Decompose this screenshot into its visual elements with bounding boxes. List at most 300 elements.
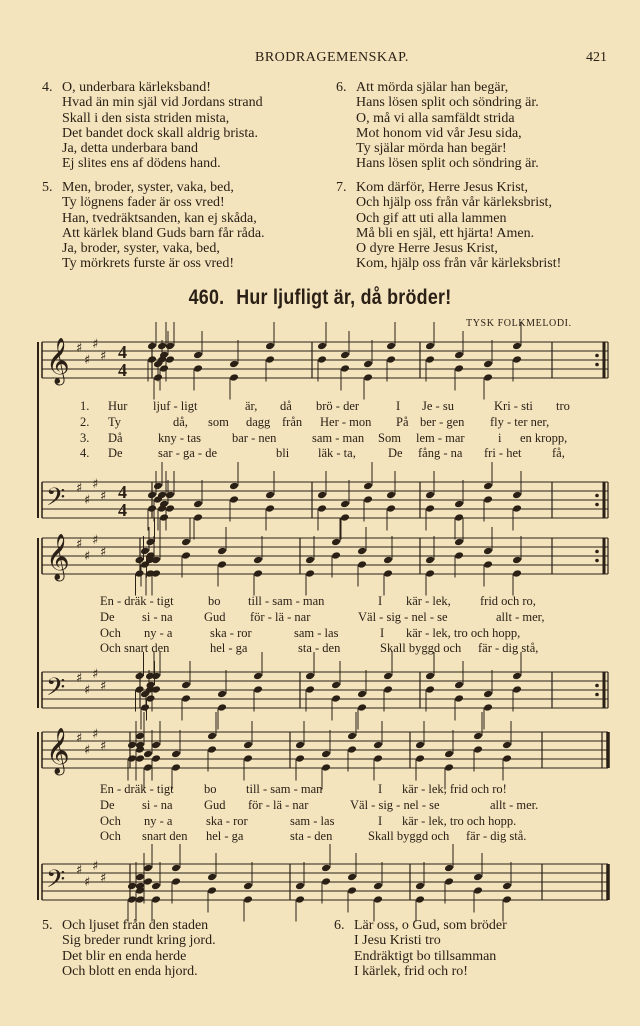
lyric-line — [80, 415, 620, 431]
note-head — [317, 342, 327, 351]
note-head — [444, 763, 454, 772]
lyric-syllable: tro — [556, 399, 570, 413]
verse-line: Lär oss, o Gud, som bröder — [354, 918, 507, 933]
note-head — [147, 504, 157, 513]
sharp-icon: ♯ — [92, 859, 99, 874]
note-head — [171, 750, 181, 759]
lyric-syllable: då — [280, 399, 292, 413]
lyric-syllable: ny - a — [144, 625, 173, 640]
note-head — [243, 895, 253, 904]
time-signature: 4 — [118, 360, 127, 380]
lyric-syllable: bo — [208, 594, 221, 608]
note-head — [383, 556, 393, 565]
lyric-syllable: Och snart den — [100, 641, 170, 656]
verse-line: O dyre Herre Jesus Krist, — [356, 241, 498, 257]
stanza-number: 1. — [80, 399, 90, 413]
lyric-line — [100, 814, 620, 830]
note-head — [217, 547, 227, 556]
note-head — [357, 560, 367, 569]
lyric-line — [100, 829, 620, 845]
lyric-syllable: I — [380, 625, 385, 640]
lyric-syllable: lem - mar — [416, 430, 465, 445]
note-head — [135, 672, 145, 681]
sharp-icon: ♯ — [92, 727, 99, 742]
sharp-icon: ♯ — [84, 353, 91, 368]
lyric-syllable: allt - mer. — [490, 797, 539, 812]
note-head — [454, 694, 464, 703]
note-head — [347, 745, 357, 754]
note-head — [425, 569, 435, 578]
note-head — [143, 763, 153, 772]
lyric-line — [80, 431, 620, 447]
lyric-syllable: till - sam - man — [248, 594, 325, 608]
note-head — [502, 895, 512, 904]
note-head — [383, 569, 393, 578]
sharp-icon: ♯ — [100, 739, 107, 754]
note-head — [357, 547, 367, 556]
note-head — [331, 681, 341, 690]
lyric-line — [100, 594, 620, 610]
lyric-syllable: Väl - sig - nel - se — [358, 609, 448, 624]
note-head — [181, 694, 191, 703]
note-head — [147, 342, 157, 351]
sharp-icon: ♯ — [84, 743, 91, 758]
verse-6-bottom — [334, 918, 507, 979]
note-head — [217, 703, 227, 712]
lyric-syllable: Her - mon — [320, 414, 372, 429]
note-head — [127, 882, 137, 891]
note-head — [373, 882, 383, 891]
note-head — [265, 491, 275, 500]
note-head — [483, 547, 493, 556]
note-head — [340, 351, 350, 360]
note-head — [483, 495, 493, 504]
stanza-number: 3. — [80, 430, 90, 445]
lyric-syllable: I — [378, 594, 383, 608]
verse-line: Han, tvedräktsanden, kan ej skåda, — [62, 210, 257, 226]
treble-clef-icon: 𝄞 — [46, 338, 70, 384]
note-head — [454, 551, 464, 560]
verse-line: O, underbara kärleksband! — [62, 80, 211, 95]
sharp-icon: ♯ — [76, 341, 83, 356]
note-head — [207, 745, 217, 754]
note-head — [444, 750, 454, 759]
note-head — [253, 685, 263, 694]
verse-line: Mot honom vid vår Jesu sida, — [356, 125, 522, 141]
note-head — [253, 556, 263, 565]
verse-line: Att mörda själar han begär, — [356, 80, 509, 95]
lyric-line — [100, 782, 620, 798]
verse-line: Kom därför, Herre Jesus Krist, — [356, 180, 529, 195]
lyric-syllable: frid och ro, — [480, 594, 536, 608]
note-head — [135, 569, 145, 578]
note-head — [207, 873, 217, 882]
note-head — [295, 741, 305, 750]
note-head — [165, 342, 175, 351]
note-head — [454, 513, 464, 522]
lyric-syllable: dagg — [246, 414, 271, 429]
note-head — [229, 482, 239, 491]
lyric-line — [100, 610, 620, 626]
verse-line: Hans lösen split och söndring är. — [356, 156, 539, 172]
verse-line: Och ljuset från den staden — [62, 918, 209, 933]
bass-clef-icon: 𝄢 — [46, 673, 66, 708]
lyric-syllable: för - lä - nar — [250, 609, 311, 624]
note-head — [483, 690, 493, 699]
verse-line: Det bandet dock skall aldrig brista. — [62, 125, 258, 141]
verse-line: Endräktigt bo tillsamman — [354, 948, 497, 964]
stanza-number: 2. — [80, 414, 90, 429]
verse-line: Ty mörkrets furste är oss vred! — [62, 256, 235, 272]
note-head — [151, 882, 161, 891]
note-head — [253, 569, 263, 578]
lyric-syllable: för - lä - nar — [248, 797, 309, 812]
note-head — [363, 482, 373, 491]
verse-number: 5. — [42, 918, 53, 933]
lyric-syllable: ska - ror — [210, 625, 252, 640]
note-head — [502, 882, 512, 891]
verse-line: Men, broder, syster, vaka, bed, — [62, 180, 234, 195]
note-head — [454, 364, 464, 373]
note-head — [171, 864, 181, 873]
lyric-syllable: då, — [173, 414, 188, 429]
note-head — [193, 513, 203, 522]
lyric-syllable: ska - ror — [206, 813, 248, 828]
note-head — [265, 355, 275, 364]
note-head — [243, 882, 253, 891]
sharp-icon: ♯ — [76, 537, 83, 552]
sharp-icon: ♯ — [92, 667, 99, 682]
lyric-line — [100, 641, 620, 657]
verse-line: Ej slites ens af dödens hand. — [62, 156, 221, 172]
repeat-dot — [595, 693, 599, 697]
verse-line: Skall i den sista striden mista, — [62, 110, 230, 126]
sharp-icon: ♯ — [100, 679, 107, 694]
note-head — [157, 342, 167, 351]
repeat-dot — [595, 494, 599, 498]
lyric-syllable: fär - dig stå. — [466, 829, 527, 844]
repeat-dot — [595, 684, 599, 688]
note-head — [373, 895, 383, 904]
note-head — [425, 355, 435, 364]
sharp-icon: ♯ — [84, 549, 91, 564]
lyric-syllable: är, — [245, 399, 258, 413]
note-head — [363, 495, 373, 504]
lyric-syllable: fär - dig stå, — [478, 641, 539, 656]
note-head — [454, 681, 464, 690]
lyric-syllable: läk - ta, — [318, 446, 356, 461]
note-head — [386, 355, 396, 364]
note-head — [135, 895, 145, 904]
sharp-icon: ♯ — [92, 477, 99, 492]
lyric-syllable: si - na — [142, 609, 173, 624]
repeat-dot — [595, 559, 599, 563]
note-head — [321, 750, 331, 759]
verse-line: I Jesu Kristi tro — [354, 933, 441, 949]
note-head — [373, 754, 383, 763]
lyric-syllable: En - dräk - tigt — [100, 782, 174, 796]
note-head — [473, 732, 483, 741]
sharp-icon: ♯ — [100, 489, 107, 504]
note-head — [454, 538, 464, 547]
note-head — [363, 373, 373, 382]
lyric-syllable: bo — [204, 782, 217, 796]
note-head — [340, 500, 350, 509]
lyrics-system-1 — [80, 399, 620, 462]
lyric-syllable: sta - den — [298, 641, 341, 656]
verse-5-bottom — [42, 918, 216, 979]
note-head — [383, 672, 393, 681]
note-head — [502, 741, 512, 750]
verse-number: 4. — [42, 80, 53, 95]
lyric-syllable: få, — [552, 446, 565, 461]
lyric-syllable: bar - nen — [232, 430, 277, 445]
lyric-syllable: hel - ga — [206, 829, 244, 844]
lyric-syllable: si - na — [142, 797, 173, 812]
lyric-syllable: I — [378, 782, 383, 796]
lyric-syllable: Skall byggd och — [368, 829, 450, 844]
note-head — [171, 763, 181, 772]
note-head — [512, 355, 522, 364]
verse-line: Att kärlek bland Guds barn får råda. — [62, 225, 265, 241]
note-head — [151, 895, 161, 904]
note-head — [140, 703, 150, 712]
note-head — [143, 750, 153, 759]
lyric-syllable: sar - ga - de — [158, 446, 217, 461]
lyric-syllable: Som — [378, 430, 401, 445]
note-head — [483, 373, 493, 382]
lyric-line — [100, 626, 620, 642]
note-head — [305, 556, 315, 565]
note-head — [512, 342, 522, 351]
sharp-icon: ♯ — [100, 871, 107, 886]
note-head — [444, 864, 454, 873]
note-head — [207, 732, 217, 741]
note-head — [317, 504, 327, 513]
note-head — [512, 556, 522, 565]
note-head — [340, 513, 350, 522]
lyric-syllable: Ty — [108, 414, 122, 429]
note-head — [193, 351, 203, 360]
note-head — [340, 364, 350, 373]
note-head — [415, 754, 425, 763]
note-head — [425, 685, 435, 694]
note-head — [243, 741, 253, 750]
lyric-syllable: ljuf - ligt — [153, 399, 198, 413]
lyric-syllable: kär - lek, — [406, 594, 451, 608]
sharp-icon: ♯ — [76, 731, 83, 746]
sharp-icon: ♯ — [84, 493, 91, 508]
note-head — [483, 703, 493, 712]
verse-line: Hvad än min själ vid Jordans strand — [62, 95, 263, 111]
note-head — [135, 873, 145, 882]
lyric-syllable: sta - den — [290, 829, 333, 844]
note-head — [473, 745, 483, 754]
hymn-number: 460. — [188, 286, 225, 309]
lyric-syllable: Och — [100, 813, 121, 828]
note-head — [357, 690, 367, 699]
lyric-syllable: I — [396, 399, 401, 413]
lyric-syllable: De — [100, 797, 115, 812]
note-head — [425, 504, 435, 513]
note-head — [425, 491, 435, 500]
lyric-syllable: Je - su — [422, 399, 454, 413]
lyric-syllable: till - sam - man — [246, 782, 323, 796]
note-head — [265, 504, 275, 513]
note-head — [229, 495, 239, 504]
lyric-syllable: Och — [100, 625, 121, 640]
lyric-syllable: Hur — [108, 399, 128, 413]
sharp-icon: ♯ — [84, 875, 91, 890]
lyric-syllable: En - dräk - tigt — [100, 594, 174, 608]
note-head — [127, 754, 137, 763]
lyric-syllable: sam - man — [312, 430, 365, 445]
note-head — [454, 500, 464, 509]
lyric-syllable: kär - lek, frid och ro! — [402, 782, 507, 796]
note-head — [265, 342, 275, 351]
repeat-dot — [595, 354, 599, 358]
note-head — [383, 685, 393, 694]
verse-line: I kärlek, frid och ro! — [354, 963, 468, 979]
lyric-syllable: som — [208, 414, 229, 429]
lyric-syllable: sam - las — [290, 813, 335, 828]
sharp-icon: ♯ — [76, 481, 83, 496]
melody-credit: TYSK FOLKMELODI. — [466, 318, 572, 329]
sharp-icon: ♯ — [76, 671, 83, 686]
note-head — [473, 886, 483, 895]
lyric-syllable: Och — [100, 829, 121, 844]
lyric-syllable: snart den — [142, 829, 188, 844]
lyric-line — [100, 798, 620, 814]
note-head — [425, 672, 435, 681]
lyric-syllable: kny - tas — [158, 430, 202, 445]
note-head — [143, 864, 153, 873]
note-head — [347, 873, 357, 882]
hymn-title-text: Hur ljufligt är, då bröder! — [236, 286, 452, 309]
treble-clef-icon: 𝄞 — [46, 534, 70, 580]
note-head — [373, 741, 383, 750]
sharp-icon: ♯ — [100, 349, 107, 364]
note-head — [317, 355, 327, 364]
lyric-syllable: Gud — [204, 609, 226, 624]
stanza-number: 4. — [80, 446, 90, 461]
note-head — [305, 685, 315, 694]
note-head — [305, 569, 315, 578]
note-head — [415, 895, 425, 904]
note-head — [473, 873, 483, 882]
note-head — [321, 763, 331, 772]
running-title: BRODRAGEMENSKAP. — [255, 50, 409, 65]
verse-number: 6. — [334, 918, 345, 933]
lyric-syllable: brö - der — [316, 399, 360, 413]
lyric-syllable: Kri - sti — [494, 399, 533, 413]
note-head — [386, 491, 396, 500]
lyric-syllable: fri - het — [484, 446, 522, 461]
note-head — [444, 877, 454, 886]
lyric-syllable: Skall byggd och — [380, 641, 462, 656]
sharp-icon: ♯ — [100, 545, 107, 560]
note-head — [135, 754, 145, 763]
lyric-line — [80, 399, 620, 415]
note-head — [151, 754, 161, 763]
note-head — [512, 504, 522, 513]
verse-number: 6. — [336, 80, 347, 95]
lyric-syllable: I — [378, 813, 383, 828]
note-head — [483, 482, 493, 491]
time-signature: 4 — [118, 482, 127, 502]
lyric-syllable: De — [100, 609, 115, 624]
note-head — [331, 694, 341, 703]
lyric-syllable: fly - ter ner, — [490, 414, 550, 429]
note-head — [181, 538, 191, 547]
note-head — [512, 672, 522, 681]
verse-line: Det blir en enda herde — [62, 948, 187, 964]
note-head — [295, 754, 305, 763]
lyric-syllable: i — [498, 430, 502, 445]
note-head — [321, 864, 331, 873]
note-head — [127, 895, 137, 904]
note-head — [425, 342, 435, 351]
lyrics-system-2 — [100, 594, 620, 657]
bass-clef-icon: 𝄢 — [46, 483, 66, 518]
note-head — [217, 560, 227, 569]
lyric-syllable: en kropp, — [520, 430, 568, 445]
verse-line: Ja, detta underbara band — [62, 141, 199, 157]
note-head — [425, 556, 435, 565]
verse-line: Ja, broder, syster, vaka, bed, — [62, 241, 220, 257]
verse-line: Kom, hjälp oss från vår kärleksbrist! — [356, 256, 562, 272]
note-head — [363, 360, 373, 369]
verse-line: Hans lösen split och söndring är. — [356, 95, 539, 111]
sharp-icon: ♯ — [92, 337, 99, 352]
note-head — [127, 741, 137, 750]
lyric-syllable: bli — [276, 446, 290, 461]
lyric-syllable: sam - las — [294, 625, 339, 640]
note-head — [193, 500, 203, 509]
repeat-dot — [595, 550, 599, 554]
note-head — [357, 703, 367, 712]
sharp-icon: ♯ — [76, 863, 83, 878]
lyric-syllable: från — [282, 414, 303, 429]
verse-line: Må bli en själ, ett hjärta! Amen. — [356, 225, 535, 241]
note-head — [253, 672, 263, 681]
note-head — [295, 882, 305, 891]
note-head — [483, 360, 493, 369]
note-head — [317, 491, 327, 500]
lyric-syllable: ny - a — [144, 813, 173, 828]
sharp-icon: ♯ — [92, 533, 99, 548]
repeat-dot — [595, 503, 599, 507]
note-head — [217, 690, 227, 699]
note-head — [415, 741, 425, 750]
verse-line: O, må vi alla samfäldt strida — [356, 110, 515, 126]
time-signature: 4 — [118, 342, 127, 362]
note-head — [229, 373, 239, 382]
note-head — [386, 342, 396, 351]
verse-number: 7. — [336, 180, 347, 195]
note-head — [193, 364, 203, 373]
repeat-dot — [595, 363, 599, 367]
note-head — [145, 672, 155, 681]
note-head — [181, 551, 191, 560]
note-head — [143, 877, 153, 886]
note-head — [181, 681, 191, 690]
note-head — [135, 732, 145, 741]
note-head — [305, 672, 315, 681]
bass-clef-icon: 𝄢 — [46, 865, 66, 900]
note-head — [512, 685, 522, 694]
page-number: 421 — [586, 50, 607, 65]
